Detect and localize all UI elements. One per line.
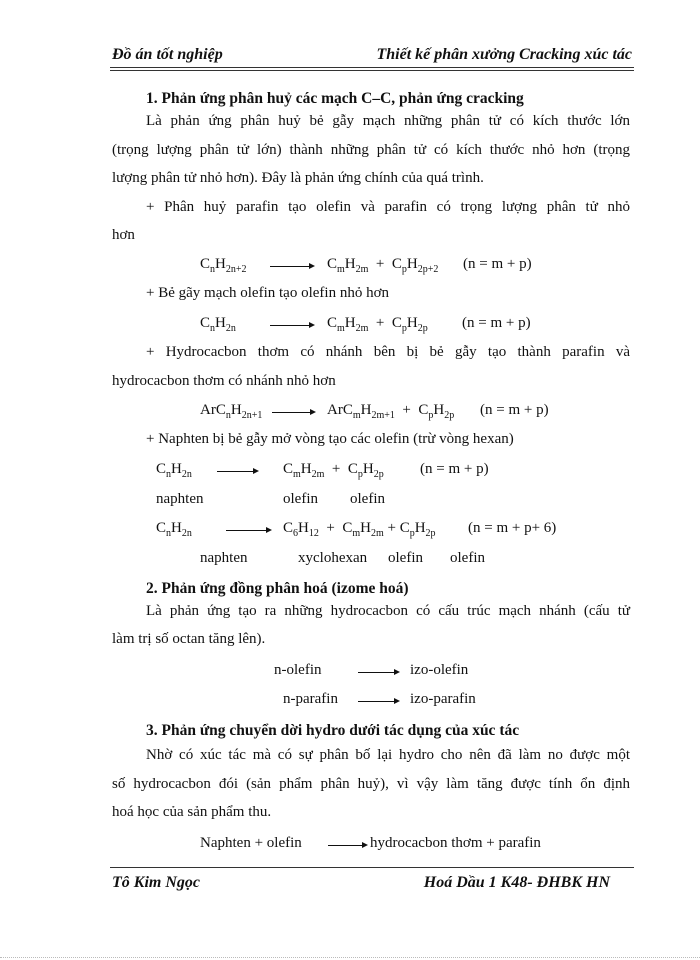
section3-para-line1: Nhờ có xúc tác mà có sự phân bố lại hydro cho nên đã làm no được một bbox=[146, 747, 630, 763]
item-naphten: + Naphten bị bẻ gẫy mở vòng tạo các olefin (trừ vòng hexan) bbox=[146, 431, 514, 447]
eq1-products: $C_mH_{2m} + C_pH_{2p+2}$ bbox=[327, 256, 439, 275]
eq5-reactant: $C_nH_{2n}$ bbox=[156, 520, 192, 539]
transfer-eq-products: hydrocacbon thơm + parafin bbox=[370, 835, 541, 851]
eq3-condition: (n = m + p) bbox=[480, 402, 549, 418]
eq4-label-olefin1: olefin bbox=[283, 491, 318, 507]
eq3-reactant: $ArC_nH_{2n+1}$ bbox=[200, 402, 263, 421]
section2-para-line2: làm trị số octan tăng lên). bbox=[112, 631, 266, 647]
item-aromatic-line2: hydrocacbon thơm có nhánh nhỏ hơn bbox=[112, 373, 336, 389]
isomer-n-parafin: n-parafin bbox=[283, 691, 338, 707]
eq4-products: $C_mH_{2m} + C_pH_{2p}$ bbox=[283, 461, 384, 480]
isomer-izo-olefin: izo-olefin bbox=[410, 662, 469, 678]
header-left: Đồ án tốt nghiệp bbox=[112, 46, 223, 63]
eq2-condition: (n = m + p) bbox=[462, 315, 531, 331]
footer-right: Hoá Dầu 1 K48- ĐHBK HN bbox=[423, 874, 610, 891]
item-parafin-line1: + Phân huỷ parafin tạo olefin và parafin có trọng lượng phân tử nhỏ bbox=[146, 199, 630, 215]
eq5-label-naphten: naphten bbox=[200, 550, 248, 566]
section3-title: 3. Phản ứng chuyển dời hydro dưới tác dụng của xúc tác bbox=[146, 722, 520, 739]
eq5-condition: (n = m + p+ 6) bbox=[468, 520, 557, 536]
eq2-products: $C_mH_{2m} + C_pH_{2p}$ bbox=[327, 315, 428, 334]
header-right: Thiết kế phân xưởng Cracking xúc tác bbox=[376, 46, 632, 63]
item-olefin: + Bẻ gãy mạch olefin tạo olefin nhỏ hơn bbox=[146, 285, 389, 301]
section2-title: 2. Phản ứng đồng phân hoá (izome hoá) bbox=[146, 580, 409, 597]
isomer-n-olefin: n-olefin bbox=[274, 662, 322, 678]
eq5-label-olefin1: olefin bbox=[388, 550, 423, 566]
item-aromatic-line1: + Hydrocacbon thơm có nhánh bên bị bẻ gẫy tạo thành parafin và bbox=[146, 344, 630, 360]
item-parafin-line2: hơn bbox=[112, 227, 135, 243]
eq1-condition: (n = m + p) bbox=[463, 256, 532, 272]
transfer-eq-arrow bbox=[328, 840, 368, 850]
section3-para-line3: hoá học của sản phẩm thu. bbox=[112, 804, 272, 820]
eq4-reactant: $C_nH_{2n}$ bbox=[156, 461, 192, 480]
header-rule bbox=[110, 67, 634, 71]
eq5-products: $C_6H_{12} + C_mH_{2m} + C_pH_{2p}$ bbox=[283, 520, 436, 539]
section3-para-line2: số hydrocacbon đói (sản phẩm phân huỷ), vì vậy làm tăng được tính ổn định bbox=[112, 776, 630, 792]
eq5-label-olefin2: olefin bbox=[450, 550, 485, 566]
section1-para-line1: Là phản ứng phân huỷ bẻ gẫy mạch những phân tử có kích thước lớn bbox=[146, 113, 630, 129]
section1-para-line3: lượng phân tử nhỏ hơn). Đây là phản ứng chính của quá trình. bbox=[112, 170, 484, 186]
eq1-reactant: $C_nH_{2n+2}$ bbox=[200, 256, 247, 275]
section1-para-line2: (trọng lượng phân tử lớn) thành những phân tử có kích thước nhỏ hơn (trọng bbox=[112, 142, 630, 158]
eq2-arrow bbox=[270, 320, 315, 330]
isomer-arrow2 bbox=[358, 696, 400, 706]
section1-title: 1. Phản ứng phân huỷ các mạch C–C, phản ứng cracking bbox=[146, 90, 524, 107]
eq5-label-xyclohexan: xyclohexan bbox=[298, 550, 368, 566]
footer-left: Tô Kim Ngọc bbox=[112, 874, 200, 891]
eq4-label-naphten: naphten bbox=[156, 491, 204, 507]
section2-para-line1: Là phản ứng tạo ra những hydrocacbon có cấu trúc mạch nhánh (cấu tử bbox=[146, 603, 630, 619]
eq1-arrow bbox=[270, 261, 315, 271]
eq3-products: $ArC_mH_{2m+1} + C_pH_{2p}$ bbox=[327, 402, 455, 421]
isomer-arrow1 bbox=[358, 667, 400, 677]
eq4-label-olefin2: olefin bbox=[350, 491, 385, 507]
footer-rule bbox=[110, 867, 634, 868]
isomer-izo-parafin: izo-parafin bbox=[410, 691, 476, 707]
eq4-arrow bbox=[217, 466, 259, 476]
eq4-condition: (n = m + p) bbox=[420, 461, 489, 477]
page-bottom-dotted-line bbox=[0, 957, 700, 958]
transfer-eq-reactants: Naphten + olefin bbox=[200, 835, 302, 851]
eq2-reactant: $C_nH_{2n}$ bbox=[200, 315, 236, 334]
eq3-arrow bbox=[272, 407, 316, 417]
eq5-arrow bbox=[226, 525, 272, 535]
